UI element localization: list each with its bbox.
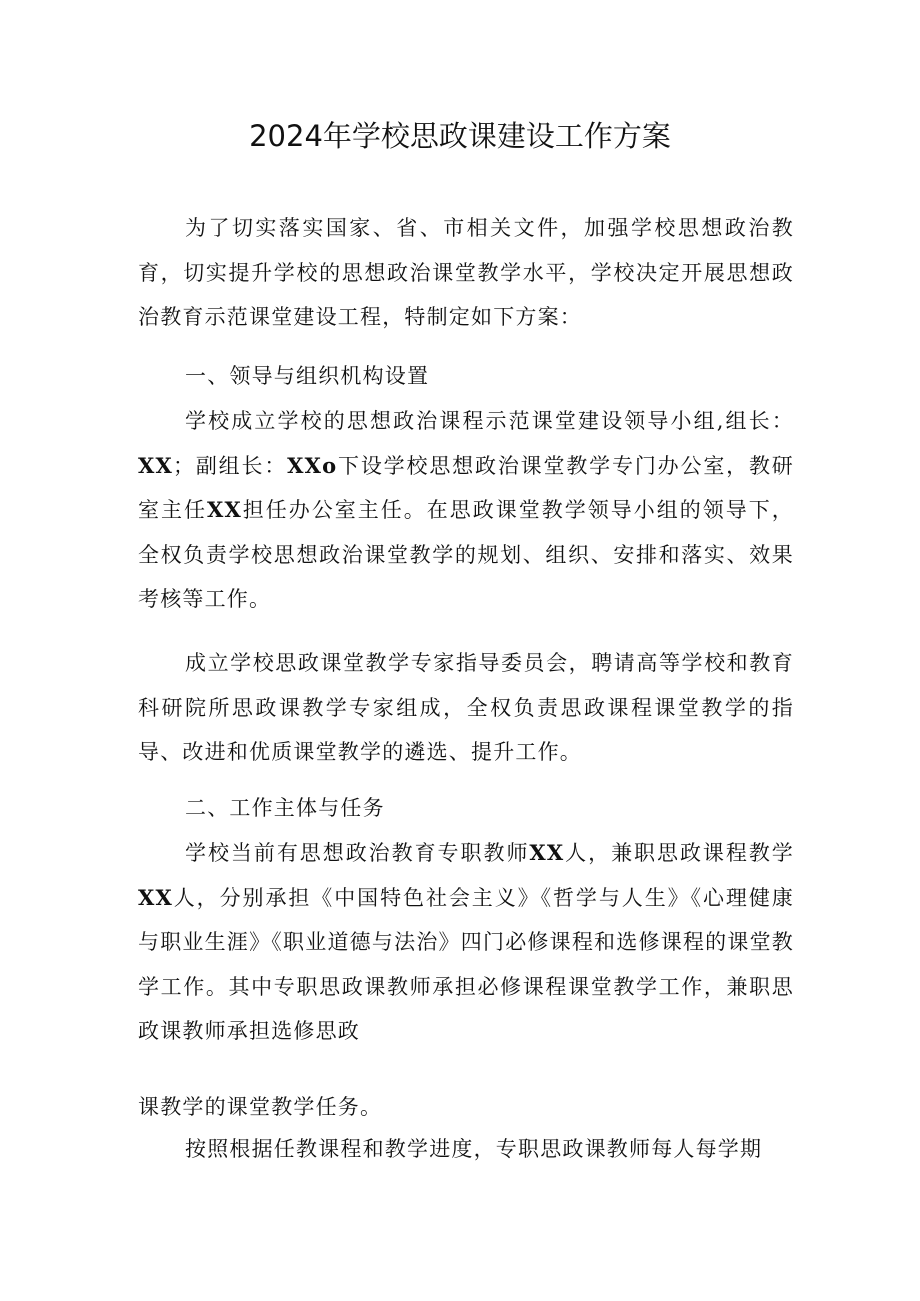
section2-paragraph-1 (138, 831, 794, 1054)
document-title: 2024年学校思政课建设工作方案 (249, 119, 671, 153)
s1p1-name-placeholder-2: XXo (287, 452, 338, 478)
s1p1-text-a: 学校成立学校的思想政治课程示范课堂建设领导小组,组长： (185, 409, 794, 433)
section1-paragraph-1 (138, 399, 794, 622)
s1p1-name-placeholder-3: XX (207, 497, 242, 523)
intro-paragraph: 为了切实落实国家、省、市相关文件，加强学校思想政治教育，切实提升学校的思想政治课堂教学水平，学校决定开展思想政治教育示范课堂建设工程，特制定如下方案： (138, 216, 794, 330)
s1p1-name-placeholder: XX (138, 452, 173, 478)
section2-paragraph-1-continued: 课教学的课堂教学任务。 (138, 1095, 383, 1119)
s2p1-text-a: 学校当前有思想政治教育专职教师 (185, 841, 530, 865)
s2p1-text-c: 人，兼职思政课程教学 (564, 841, 795, 865)
s1p1-text-c: ；副组长： (173, 453, 288, 478)
section1-paragraph-2: 成立学校思政课堂教学专家指导委员会，聘请高等学校和教育科研院所思政课教学专家组成，全权负责思政课程课堂教学的指导、改进和优质课堂教学的遴选、提升工作。 (138, 651, 794, 765)
s2p1-count-placeholder-2: XX (138, 884, 173, 910)
s2p1-count-placeholder: XX (529, 840, 565, 865)
section2-paragraph-2: 按照根据任教课程和教学进度，专职思政课教师每人每学期 (185, 1137, 763, 1161)
section-heading-2: 二、工作主体与任务 (185, 796, 385, 820)
s1p1-text-e: 下设学校思想政治课堂教学专门办公室，教研室主任 (138, 453, 795, 523)
s2p1-text-e: 人，分别承担《中国特色社会主义》《哲学与人生》《心理健康与职业生涯》《职业道德与法治》四门必修课程和选修课程的课堂教学工作。其中专职思政课教师承担必修课程课堂教学工作，兼职思政课教师承担选修思政 (138, 885, 794, 1044)
s1p1-text-g: 担任办公室主任。在思政课堂教学领导小组的领导下，全权负责学校思想政治课堂教学的规划、组织、安排和落实、效果考核等工作。 (138, 498, 794, 612)
section-heading-1: 一、领导与组织机构设置 (185, 364, 430, 388)
